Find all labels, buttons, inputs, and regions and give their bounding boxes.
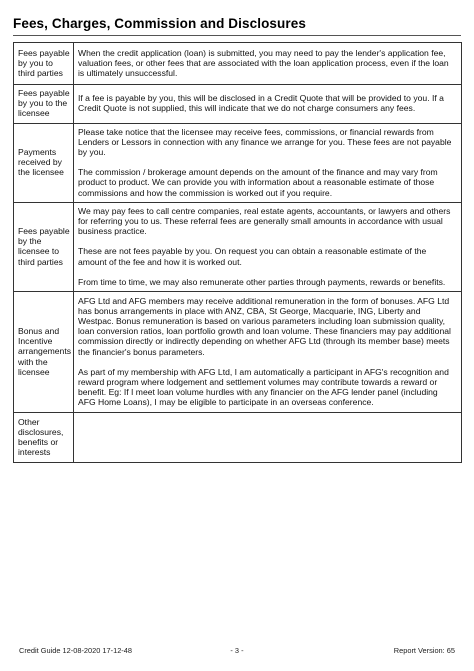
row-description: [74, 123, 462, 202]
table-row: [14, 43, 462, 85]
table-row: [14, 413, 462, 463]
description-paragraph: AFG Ltd and AFG members may receive additional remuneration in the form of bonuses. AFG Ltd has bonus arrangements in place with ANZ, CBA, St George, Macquarie, ING, Liberty and Westpac. Bonus remuneration is based on various parameters including loan submission quality, loan conversion ratios, loan portfolio growth and loan volume. These financiers may pay additional commission directly or indirectly depending on whether AFG Ltd (through its member base) meets the financier's bonus parameters.: [78, 295, 451, 357]
row-label: Fees payable by the licensee to third parties: [14, 202, 74, 291]
row-label: Fees payable by you to third parties: [14, 43, 74, 85]
fees-disclosure-table: [13, 42, 462, 463]
table-row: [14, 85, 462, 124]
description-paragraph: These are not fees payable by you. On request you can obtain a reasonable estimate of the amount of the fee and how it is worked out.: [78, 246, 427, 267]
row-description: [74, 43, 462, 85]
footer-report-version: Report Version: 65: [393, 646, 455, 655]
row-label: Payments received by the licensee: [14, 123, 74, 202]
footer-page-number: - 3 -: [230, 646, 244, 655]
description-paragraph: From time to time, we may also remunerate other parties through payments, rewards or benefits.: [78, 276, 446, 287]
description-paragraph: When the credit application (loan) is submitted, you may need to pay the lender's application fee, valuation fees, or other fees that are associated with the loan application process, even if the loan is ultimately unsuccessful.: [78, 47, 449, 79]
row-label: Bonus and Incentive arrangements with the licensee: [14, 292, 74, 413]
row-label: Fees payable by you to the licensee: [14, 85, 74, 124]
table-row: [14, 292, 462, 413]
description-paragraph: Please take notice that the licensee may receive fees, commissions, or financial rewards from Lenders or Lessors in connection with any finance we arrange for you. These fees are not payable by you.: [78, 126, 452, 158]
description-paragraph: As part of my membership with AFG Ltd, I am automatically a participant in AFG's recognition and reward program where lodgement and settlement volumes may contribute towards a reward or benefit. Eg: If I meet loan volume hurdles with any financier on the AFG lender panel (including AFG Home Loans), I may be eligible to participate in an overseas conference.: [78, 366, 449, 408]
title-divider: [13, 35, 461, 36]
description-paragraph: The commission / brokerage amount depends on the amount of the finance and may vary from product to product. We can provide you with information about a reasonable estimate of those commissions and how the commission is worked out if you require.: [78, 167, 438, 198]
footer-document-info: Credit Guide 12-08-2020 17-12-48: [19, 646, 132, 655]
row-description: [74, 85, 462, 124]
section-title: Fees, Charges, Commission and Disclosures: [13, 16, 306, 31]
description-paragraph: We may pay fees to call centre companies, real estate agents, accountants, or lawyers and others for referring you to us. These referral fees are generally small amounts in accordance with usual business practice.: [78, 205, 451, 237]
row-description: [74, 413, 462, 463]
description-paragraph: If a fee is payable by you, this will be disclosed in a Credit Quote that will be provided to you. If a Credit Quote is not supplied, this will indicate that we do not charge consumers any fees.: [78, 93, 444, 114]
row-description: [74, 202, 462, 291]
table-row: [14, 123, 462, 202]
row-label: Other disclosures, benefits or interests: [14, 413, 74, 463]
row-description: [74, 292, 462, 413]
table-row: [14, 202, 462, 291]
